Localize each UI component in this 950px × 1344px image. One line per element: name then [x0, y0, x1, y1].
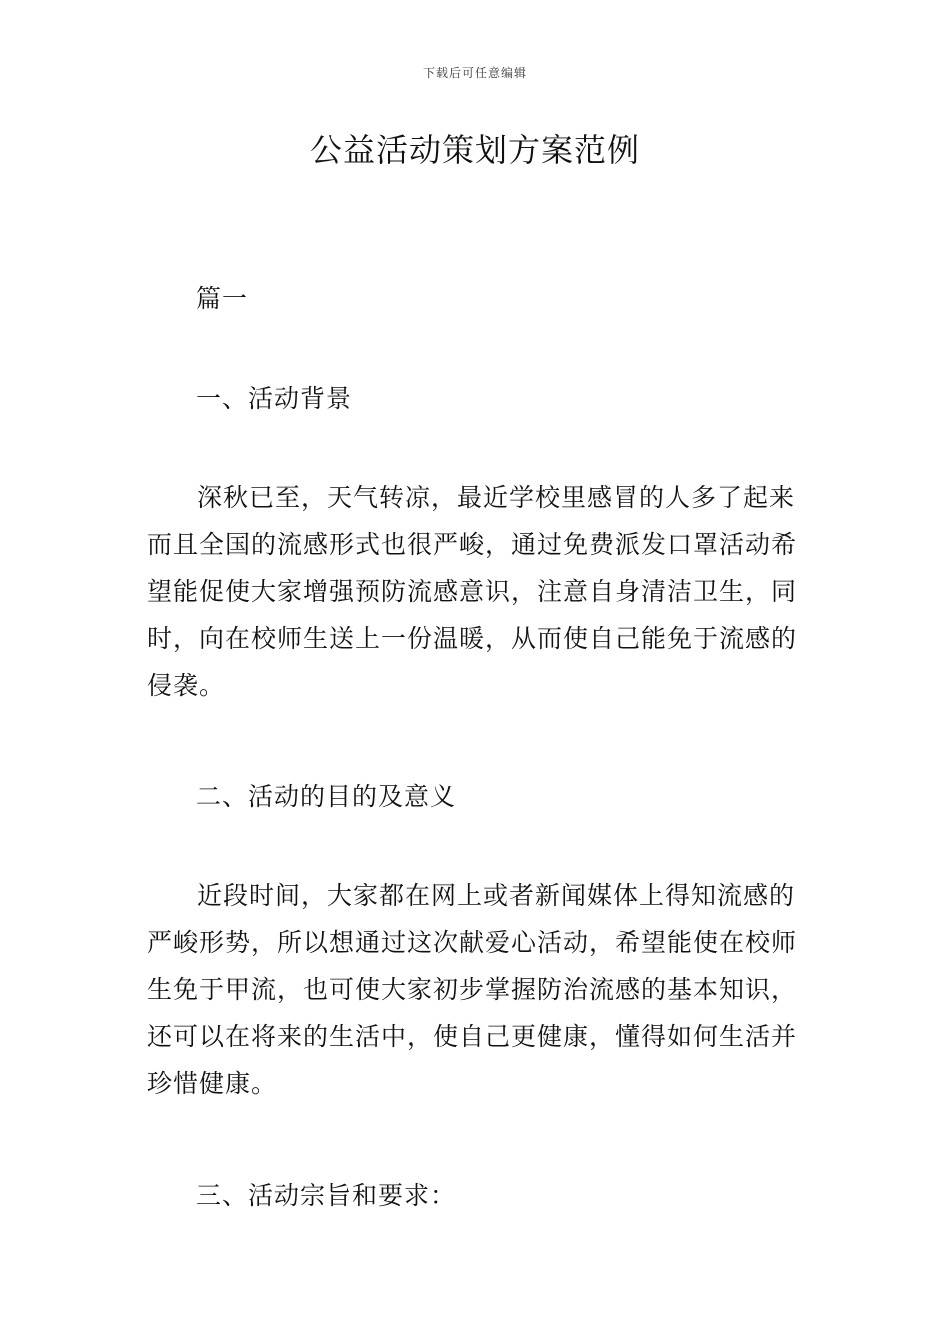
section-heading-background: 一、活动背景: [196, 384, 353, 413]
paragraph-line: 近段时间，大家都在网上或者新闻媒体上得知流感的: [197, 881, 796, 910]
paragraph-line: 深秋已至，天气转凉，最近学校里感冒的人多了起来: [197, 483, 796, 512]
paragraph-line: 时，向在校师生送上一份温暖，从而使自己能免于流感的: [147, 624, 798, 653]
paragraph-line: 还可以在将来的生活中，使自己更健康，懂得如何生活并: [147, 1022, 798, 1051]
paragraph-line: 而且全国的流感形式也很严峻，通过免费派发口罩活动希: [147, 530, 798, 559]
section-heading-principles: 三、活动宗旨和要求：: [196, 1181, 457, 1210]
paragraph-line: 珍惜健康。: [147, 1069, 278, 1098]
paragraph-line: 侵袭。: [147, 671, 226, 700]
section-paragraph-background: [147, 474, 807, 709]
paragraph-line: 严峻形势，所以想通过这次献爱心活动，希望能使在校师: [147, 928, 798, 957]
paragraph-line: 生免于甲流，也可使大家初步掌握防治流感的基本知识，: [147, 975, 798, 1004]
part-label: 篇一: [196, 284, 249, 313]
section-paragraph-purpose: [147, 872, 807, 1107]
header-note: 下载后可任意编辑: [422, 66, 527, 80]
section-heading-purpose: 二、活动的目的及意义: [196, 782, 457, 811]
paragraph-line: 望能促使大家增强预防流感意识，注意自身清洁卫生，同: [147, 577, 798, 606]
document-title: 公益活动策划方案范例: [309, 131, 640, 169]
